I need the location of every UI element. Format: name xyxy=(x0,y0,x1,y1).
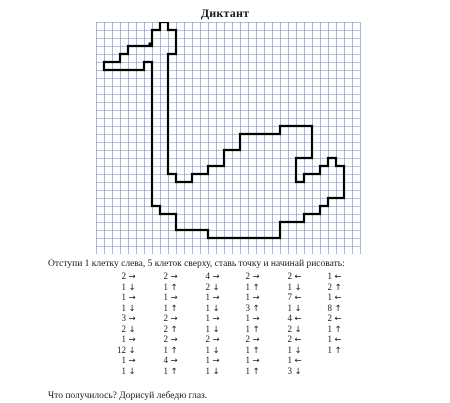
step-item xyxy=(318,282,344,293)
step-count: 1 xyxy=(163,302,168,313)
step-count: 2 xyxy=(163,271,168,281)
step-item xyxy=(236,324,262,335)
arrow-right-icon: → xyxy=(170,293,178,303)
arrow-down-icon: ↓ xyxy=(212,303,220,314)
arrow-left-icon: ← xyxy=(294,335,302,345)
arrow-right-icon: → xyxy=(252,314,260,324)
step-item xyxy=(196,366,222,377)
arrow-down-icon: ↓ xyxy=(212,366,220,377)
arrow-down-icon: ↓ xyxy=(294,345,302,356)
arrow-down-icon: ↓ xyxy=(128,345,136,356)
step-count: 4 xyxy=(287,313,292,323)
step-item xyxy=(278,334,304,345)
step-count: 1 xyxy=(205,292,210,302)
step-item xyxy=(112,324,138,335)
arrow-right-icon: → xyxy=(170,335,178,345)
step-item xyxy=(196,334,222,345)
step-item xyxy=(112,334,138,345)
step-count: 1 xyxy=(327,323,332,334)
step-item xyxy=(154,282,180,293)
arrow-right-icon: → xyxy=(170,356,178,366)
arrow-right-icon: → xyxy=(128,272,136,282)
step-item xyxy=(112,292,138,303)
step-count: 2 xyxy=(287,271,292,281)
step-item xyxy=(154,355,180,366)
arrow-up-icon: ↑ xyxy=(334,282,342,293)
step-count: 1 xyxy=(163,281,168,292)
step-item xyxy=(154,271,180,282)
arrow-left-icon: ← xyxy=(294,293,302,303)
arrow-left-icon: ← xyxy=(294,356,302,366)
step-count: 2 xyxy=(245,334,250,344)
grid-lines xyxy=(96,22,361,254)
arrow-left-icon: ← xyxy=(334,293,342,303)
arrow-left-icon: ← xyxy=(334,272,342,282)
arrow-right-icon: → xyxy=(212,356,220,366)
step-count: 1 xyxy=(287,302,292,313)
step-item xyxy=(318,313,344,324)
step-count: 2 xyxy=(121,271,126,281)
arrow-right-icon: → xyxy=(252,293,260,303)
arrow-down-icon: ↓ xyxy=(128,324,136,335)
step-count: 3 xyxy=(287,365,292,376)
step-count: 2 xyxy=(163,334,168,344)
step-item xyxy=(278,282,304,293)
step-item xyxy=(236,345,262,356)
step-item xyxy=(236,313,262,324)
arrow-down-icon: ↓ xyxy=(212,282,220,293)
step-item xyxy=(278,292,304,303)
arrow-down-icon: ↓ xyxy=(128,303,136,314)
arrow-up-icon: ↑ xyxy=(252,303,260,314)
arrow-up-icon: ↑ xyxy=(170,345,178,356)
arrow-up-icon: ↑ xyxy=(252,366,260,377)
step-count: 4 xyxy=(205,271,210,281)
step-count: 2 xyxy=(245,271,250,281)
step-item xyxy=(112,355,138,366)
arrow-up-icon: ↑ xyxy=(334,324,342,335)
arrow-down-icon: ↓ xyxy=(294,282,302,293)
arrow-down-icon: ↓ xyxy=(128,282,136,293)
step-item xyxy=(154,303,180,314)
step-count: 1 xyxy=(245,365,250,376)
arrow-right-icon: → xyxy=(170,314,178,324)
step-count: 2 xyxy=(121,323,126,334)
step-count: 1 xyxy=(205,323,210,334)
step-count: 1 xyxy=(245,281,250,292)
step-count: 1 xyxy=(327,292,332,302)
step-count: 2 xyxy=(327,281,332,292)
step-count: 1 xyxy=(121,281,126,292)
arrow-up-icon: ↑ xyxy=(252,345,260,356)
step-item xyxy=(278,366,304,377)
step-item xyxy=(318,324,344,335)
step-count: 2 xyxy=(163,313,168,323)
arrow-down-icon: ↓ xyxy=(128,366,136,377)
step-item xyxy=(112,271,138,282)
step-count: 1 xyxy=(121,292,126,302)
step-count: 1 xyxy=(245,344,250,355)
step-item xyxy=(236,292,262,303)
arrow-up-icon: ↑ xyxy=(170,303,178,314)
step-item xyxy=(196,303,222,314)
step-item xyxy=(112,313,138,324)
step-count: 1 xyxy=(245,355,250,365)
step-count: 1 xyxy=(205,355,210,365)
arrow-right-icon: → xyxy=(212,272,220,282)
step-item xyxy=(318,345,344,356)
arrow-up-icon: ↑ xyxy=(252,282,260,293)
arrow-up-icon: ↑ xyxy=(170,324,178,335)
step-item xyxy=(318,292,344,303)
step-count: 1 xyxy=(163,344,168,355)
step-item xyxy=(236,355,262,366)
step-count: 1 xyxy=(121,334,126,344)
step-count: 1 xyxy=(245,323,250,334)
step-item xyxy=(278,355,304,366)
step-item xyxy=(112,282,138,293)
step-item xyxy=(236,334,262,345)
step-item xyxy=(154,292,180,303)
start-dot xyxy=(148,42,151,45)
arrow-left-icon: ← xyxy=(294,314,302,324)
step-count: 1 xyxy=(287,281,292,292)
arrow-right-icon: → xyxy=(128,356,136,366)
step-count: 2 xyxy=(163,323,168,334)
step-count: 3 xyxy=(121,313,126,323)
graph-paper xyxy=(96,22,362,254)
step-item xyxy=(236,366,262,377)
step-item xyxy=(278,313,304,324)
step-count: 1 xyxy=(205,344,210,355)
step-count: 1 xyxy=(121,365,126,376)
step-item xyxy=(278,303,304,314)
arrow-up-icon: ↑ xyxy=(170,366,178,377)
step-count: 7 xyxy=(287,292,292,302)
arrow-down-icon: ↓ xyxy=(294,303,302,314)
arrow-right-icon: → xyxy=(212,335,220,345)
step-item xyxy=(196,345,222,356)
step-item xyxy=(236,282,262,293)
question-text: Что получилось? Дорисуй лебедю глаз. xyxy=(48,391,208,401)
arrow-up-icon: ↑ xyxy=(170,282,178,293)
arrow-left-icon: ← xyxy=(334,314,342,324)
arrow-right-icon: → xyxy=(212,293,220,303)
step-item xyxy=(196,313,222,324)
arrow-right-icon: → xyxy=(128,293,136,303)
step-count: 8 xyxy=(327,302,332,313)
step-item xyxy=(154,324,180,335)
arrow-right-icon: → xyxy=(252,356,260,366)
arrow-up-icon: ↑ xyxy=(334,345,342,356)
step-count: 2 xyxy=(287,334,292,344)
step-count: 2 xyxy=(287,323,292,334)
step-item xyxy=(236,271,262,282)
step-count: 1 xyxy=(327,271,332,281)
step-count: 2 xyxy=(205,281,210,292)
step-count: 3 xyxy=(245,302,250,313)
step-item xyxy=(196,324,222,335)
step-count: 1 xyxy=(245,313,250,323)
step-count: 1 xyxy=(287,344,292,355)
arrow-down-icon: ↓ xyxy=(294,324,302,335)
step-count: 1 xyxy=(205,302,210,313)
step-item xyxy=(196,355,222,366)
step-item xyxy=(196,271,222,282)
step-item xyxy=(278,345,304,356)
arrow-right-icon: → xyxy=(252,272,260,282)
page-title: Диктант xyxy=(200,6,250,20)
arrow-right-icon: → xyxy=(212,314,220,324)
step-item xyxy=(196,282,222,293)
step-count: 1 xyxy=(121,302,126,313)
step-item xyxy=(112,303,138,314)
step-item xyxy=(278,324,304,335)
instruction-text: Отступи 1 клетку слева, 5 клеток сверху, ставь точку и начинай рисовать: xyxy=(48,259,345,269)
step-count: 1 xyxy=(163,292,168,302)
step-count: 1 xyxy=(163,365,168,376)
step-item xyxy=(154,345,180,356)
step-count: 1 xyxy=(121,355,126,365)
graph-paper-grid xyxy=(96,22,362,254)
step-count: 2 xyxy=(327,313,332,323)
arrow-left-icon: ← xyxy=(294,272,302,282)
arrow-down-icon: ↓ xyxy=(212,345,220,356)
step-count: 1 xyxy=(287,355,292,365)
arrow-left-icon: ← xyxy=(334,335,342,345)
arrow-right-icon: → xyxy=(128,335,136,345)
step-count: 2 xyxy=(205,334,210,344)
step-item xyxy=(154,366,180,377)
step-item xyxy=(278,271,304,282)
arrow-up-icon: ↑ xyxy=(252,324,260,335)
step-item xyxy=(112,345,138,356)
arrow-right-icon: → xyxy=(128,314,136,324)
step-item xyxy=(154,313,180,324)
step-item xyxy=(112,366,138,377)
step-item xyxy=(196,292,222,303)
step-item xyxy=(318,334,344,345)
step-item xyxy=(318,303,344,314)
step-count: 1 xyxy=(327,344,332,355)
arrow-up-icon: ↑ xyxy=(334,303,342,314)
step-item xyxy=(154,334,180,345)
arrow-right-icon: → xyxy=(252,335,260,345)
step-item xyxy=(236,303,262,314)
step-count: 1 xyxy=(245,292,250,302)
arrow-right-icon: → xyxy=(170,272,178,282)
step-count: 12 xyxy=(117,344,126,355)
step-item xyxy=(318,271,344,282)
arrow-down-icon: ↓ xyxy=(212,324,220,335)
step-count: 1 xyxy=(327,334,332,344)
step-count: 1 xyxy=(205,365,210,376)
step-count: 4 xyxy=(163,355,168,365)
arrow-down-icon: ↓ xyxy=(294,366,302,377)
step-count: 1 xyxy=(205,313,210,323)
